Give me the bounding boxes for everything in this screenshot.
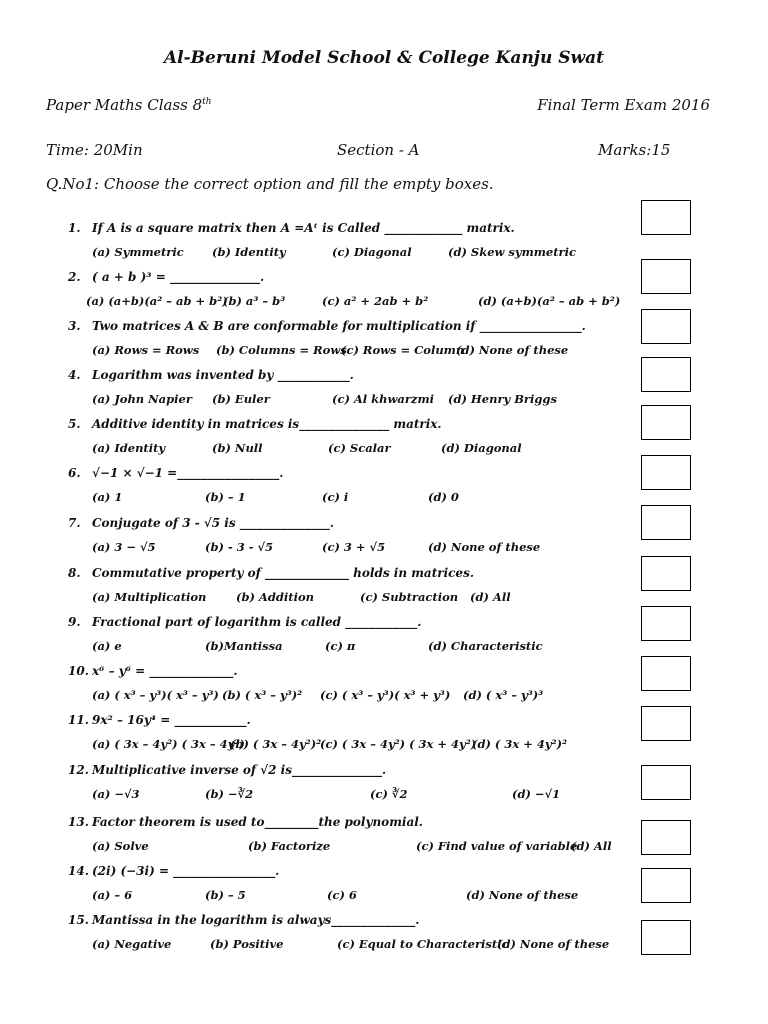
option-c: (c) Scalar xyxy=(328,441,391,455)
option-d: (d) Henry Briggs xyxy=(448,392,557,406)
option-d: (d) ( x³ – y³)³ xyxy=(463,688,544,702)
question-text: x⁶ – y⁶ = ______________. xyxy=(92,664,238,678)
answer-box[interactable] xyxy=(641,455,691,490)
option-d: (d) None of these xyxy=(497,937,610,951)
question-number: 7. xyxy=(68,516,81,530)
question-number: 12. xyxy=(68,763,89,777)
option-a: (a) Symmetric xyxy=(92,245,184,259)
paper-title xyxy=(46,96,212,114)
question-8 xyxy=(68,566,474,580)
option-a: (a) Solve xyxy=(92,839,149,853)
option-b: (b) −∛2 xyxy=(205,787,254,801)
option-d: (d) Skew symmetric xyxy=(448,245,576,259)
question-6 xyxy=(68,466,283,480)
question-number: 1. xyxy=(68,221,81,235)
question-text: If A is a square matrix then A =Aᵗ is Called _____________ matrix. xyxy=(92,221,515,235)
option-d: (d) −√1 xyxy=(512,787,561,801)
question-number: 14. xyxy=(68,864,89,878)
section-label: Section - A xyxy=(337,141,420,159)
option-a: (a) Negative xyxy=(92,937,172,951)
instruction: Q.No1: Choose the correct option and fill the empty boxes. xyxy=(46,175,494,193)
question-9 xyxy=(68,615,421,629)
question-text: (2i) (−3i) = _________________. xyxy=(92,864,280,878)
option-b: (b) ( x³ – y³)² xyxy=(222,688,303,702)
option-d: (d) None of these xyxy=(456,343,569,357)
question-text: Two matrices A & B are conformable for multiplication if _________________. xyxy=(92,319,586,333)
option-a: (a) Rows = Rows xyxy=(92,343,200,357)
option-b: (b) Columns = Rows xyxy=(216,343,347,357)
question-13 xyxy=(68,815,423,829)
question-4 xyxy=(68,368,354,382)
answer-box[interactable] xyxy=(641,200,691,235)
question-text: Logarithm was invented by ____________. xyxy=(92,368,354,382)
option-b: (b) ( 3x – 4y²)² xyxy=(230,737,322,751)
exam-title: Final Term Exam 2016 xyxy=(537,96,710,114)
option-c: (c) 6 xyxy=(327,888,357,902)
question-3 xyxy=(68,319,586,333)
option-a: (a) – 6 xyxy=(92,888,133,902)
question-number: 6. xyxy=(68,466,81,480)
time-label: Time: 20Min xyxy=(46,141,143,159)
option-d: (d) All xyxy=(470,590,511,604)
option-b: (b) Euler xyxy=(212,392,270,406)
option-b: (b) Factorize xyxy=(248,839,331,853)
question-14 xyxy=(68,864,279,878)
question-15 xyxy=(68,913,419,927)
question-text: Mantissa in the logarithm is always______________. xyxy=(92,913,420,927)
option-b: (b) Addition xyxy=(236,590,315,604)
option-a: (a) −√3 xyxy=(92,787,140,801)
question-5 xyxy=(68,417,442,431)
option-a: (a) 3 − √5 xyxy=(92,540,156,554)
option-b: (b) - 3 - √5 xyxy=(205,540,274,554)
option-c: (c) ( x³ – y³)( x³ + y³) xyxy=(320,688,451,702)
answer-box[interactable] xyxy=(641,405,691,440)
answer-box[interactable] xyxy=(641,259,691,294)
option-c: (c) π xyxy=(325,639,356,653)
question-text: √−1 × √−1 =_________________. xyxy=(92,466,284,480)
option-c: (c) i xyxy=(322,490,349,504)
option-d: (d) 0 xyxy=(428,490,459,504)
option-c: (c) ∛2 xyxy=(370,787,408,801)
option-b: (b) – 1 xyxy=(205,490,246,504)
question-number: 9. xyxy=(68,615,81,629)
option-b: (b) Positive xyxy=(210,937,284,951)
answer-box[interactable] xyxy=(641,309,691,344)
question-number: 15. xyxy=(68,913,89,927)
question-1 xyxy=(68,221,515,235)
question-7 xyxy=(68,516,334,530)
answer-box[interactable] xyxy=(641,357,691,392)
option-c: (c) Equal to Characteristic xyxy=(337,937,509,951)
school-name: Al-Beruni Model School & College Kanju Swat xyxy=(163,48,605,68)
option-c: (c) Rows = Column xyxy=(341,343,465,357)
option-b: (b) – 5 xyxy=(205,888,246,902)
option-c: (c) 3 + √5 xyxy=(322,540,386,554)
question-text: Factor theorem is used to_________the polynomial. xyxy=(92,815,423,829)
answer-box[interactable] xyxy=(641,868,691,903)
option-c: (c) Subtraction xyxy=(360,590,459,604)
question-text: Multiplicative inverse of √2 is_______________. xyxy=(92,763,387,777)
option-a: (a) ( x³ – y³)( x³ – y³) xyxy=(92,688,219,702)
question-number: 13. xyxy=(68,815,89,829)
question-text: 9x² – 16y⁴ = ____________. xyxy=(92,713,251,727)
paper-superscript: th xyxy=(202,97,212,107)
paper-label: Paper Maths Class 8 xyxy=(46,96,203,114)
question-number: 5. xyxy=(68,417,81,431)
answer-box[interactable] xyxy=(641,556,691,591)
option-d: (d) Characteristic xyxy=(428,639,543,653)
option-d: (d) (a+b)(a² – ab + b²) xyxy=(478,294,621,308)
option-a: (a) e xyxy=(92,639,122,653)
answer-box[interactable] xyxy=(641,765,691,800)
option-c: (c) a² + 2ab + b² xyxy=(322,294,429,308)
option-b: (b) a³ – b³ xyxy=(223,294,286,308)
question-number: 3. xyxy=(68,319,81,333)
option-d: (d) All xyxy=(571,839,612,853)
question-11 xyxy=(68,713,251,727)
question-number: 10. xyxy=(68,664,89,678)
question-text: ( a + b )³ = _______________. xyxy=(92,270,265,284)
answer-box[interactable] xyxy=(641,505,691,540)
question-number: 8. xyxy=(68,566,81,580)
answer-box[interactable] xyxy=(641,920,691,955)
question-text: Conjugate of 3 - √5 is _______________. xyxy=(92,516,334,530)
option-b: (b)Mantissa xyxy=(205,639,283,653)
option-a: (a) Identity xyxy=(92,441,166,455)
option-b: (b) Null xyxy=(212,441,263,455)
option-c: (c) Diagonal xyxy=(332,245,412,259)
option-c: (c) Al khwarzmi xyxy=(332,392,434,406)
answer-box[interactable] xyxy=(641,706,691,741)
option-a: (a) John Napier xyxy=(92,392,192,406)
option-a: (a) Multiplication xyxy=(92,590,207,604)
option-a: (a) 1 xyxy=(92,490,123,504)
marks-label: Marks:15 xyxy=(598,141,671,159)
question-number: 4. xyxy=(68,368,81,382)
answer-box[interactable] xyxy=(641,656,691,691)
option-c: (c) ( 3x – 4y²) ( 3x + 4y²) xyxy=(320,737,477,751)
option-b: (b) Identity xyxy=(212,245,286,259)
answer-box[interactable] xyxy=(641,606,691,641)
option-c: (c) Find value of variable xyxy=(416,839,578,853)
question-2 xyxy=(68,270,264,284)
option-d: (d) ( 3x + 4y²)² xyxy=(472,737,568,751)
option-d: (d) None of these xyxy=(428,540,541,554)
question-number: 2. xyxy=(68,270,81,284)
question-text: Additive identity in matrices is_______________ matrix. xyxy=(92,417,442,431)
option-a: (a) ( 3x – 4y²) ( 3x – 4y²) xyxy=(92,737,245,751)
question-10 xyxy=(68,664,238,678)
question-number: 11. xyxy=(68,713,89,727)
question-12 xyxy=(68,763,386,777)
option-d: (d) Diagonal xyxy=(441,441,522,455)
option-a: (a) (a+b)(a² – ab + b²) xyxy=(86,294,228,308)
question-text: Commutative property of ______________ holds in matrices. xyxy=(92,566,475,580)
option-d: (d) None of these xyxy=(466,888,579,902)
answer-box[interactable] xyxy=(641,820,691,855)
question-text: Fractional part of logarithm is called ____________. xyxy=(92,615,422,629)
